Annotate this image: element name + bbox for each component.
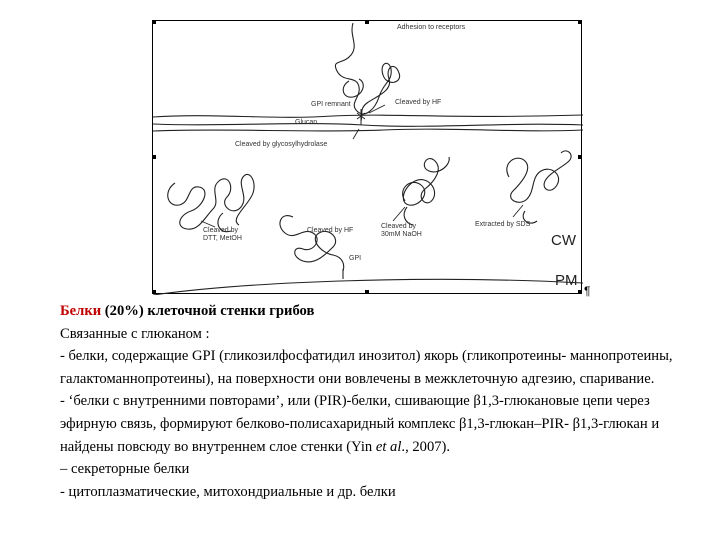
- label-cleaved-glycosylhydrolase: Cleaved by glycosylhydrolase: [235, 141, 328, 148]
- resize-handle-top[interactable]: [365, 20, 369, 24]
- resize-handle-bottom-left[interactable]: [152, 290, 156, 294]
- label-cw: CW: [551, 232, 576, 249]
- label-cleaved-naoh: Cleaved by 30mM NaOH: [381, 223, 422, 238]
- resize-handle-top-left[interactable]: [152, 20, 156, 24]
- pir-text-2: ., 2007).: [401, 438, 451, 455]
- resize-handle-top-right[interactable]: [578, 20, 582, 24]
- protein-dtt: [168, 174, 254, 229]
- resize-handle-bottom[interactable]: [365, 290, 369, 294]
- section-title: [60, 300, 710, 323]
- cell-wall-figure: [152, 20, 582, 294]
- protein-naoh: [403, 157, 450, 205]
- paragraph-pir-proteins: [60, 390, 710, 458]
- glucan-strand-2: [153, 124, 583, 127]
- line-secretory: – секреторные белки: [60, 461, 190, 478]
- paragraph-gpi-proteins: - белки, содержащие GPI (гликозилфосфатидил инозитол) якорь (гликопротеины- маннопротеины, галактоманнопротеины), на поверхности они вовлечены в межклеточную адгезию, спаривание.: [60, 348, 673, 387]
- pir-et-al: et al: [375, 438, 402, 455]
- glucan-strand-3: [153, 129, 583, 131]
- title-red-word: Белки: [60, 303, 102, 319]
- label-cleaved-dtt: Cleaved by DTT, MetOH: [203, 227, 242, 242]
- line-cytoplasmic: - цитоплазматические, митохондриальные и др. белки: [60, 483, 396, 500]
- label-cleaved-hf-top: Cleaved by HF: [395, 99, 442, 106]
- label-adhesion: Adhesion to receptors: [397, 24, 466, 31]
- label-pm: PM: [555, 272, 578, 289]
- protein-adhesion-loop: [343, 79, 363, 97]
- label-gpi: GPI: [349, 255, 362, 262]
- pir-text-1: - ‘белки с внутренними повторами’, или (PIR)-белки, сшивающие β1,3-глюкановые цепи через эфирную связь, формируют белково-полисахаридный комплекс β1,3-глюкан–PIR- β1,3-глюкан и найдены повсюду во внутреннем слое стенки (Yin: [60, 393, 660, 455]
- arrow-sds: [513, 205, 523, 217]
- protein-hf: [280, 216, 344, 271]
- resize-handle-bottom-right[interactable]: [578, 290, 582, 294]
- body-text[interactable]: [60, 300, 710, 503]
- arrow-hf-top: [369, 105, 385, 113]
- pilcrow-mark: ¶: [584, 284, 591, 298]
- label-glucan: Glucan: [295, 119, 318, 126]
- title-rest: (20%) клеточной стенки грибов: [101, 303, 315, 319]
- cell-wall-diagram: [153, 21, 583, 295]
- label-gpi-remnant: GPI remnant: [311, 101, 351, 108]
- label-cleaved-hf-bottom: Cleaved by HF: [307, 227, 354, 234]
- glucan-strand-1: [153, 115, 583, 117]
- line-glucan-bound: Связанные с глюканом :: [60, 325, 210, 342]
- arrow-naoh: [393, 207, 405, 221]
- protein-sds: [507, 151, 571, 202]
- resize-handle-right[interactable]: [578, 155, 582, 159]
- resize-handle-left[interactable]: [152, 155, 156, 159]
- label-extracted-sds: Extracted by SDS: [475, 221, 531, 228]
